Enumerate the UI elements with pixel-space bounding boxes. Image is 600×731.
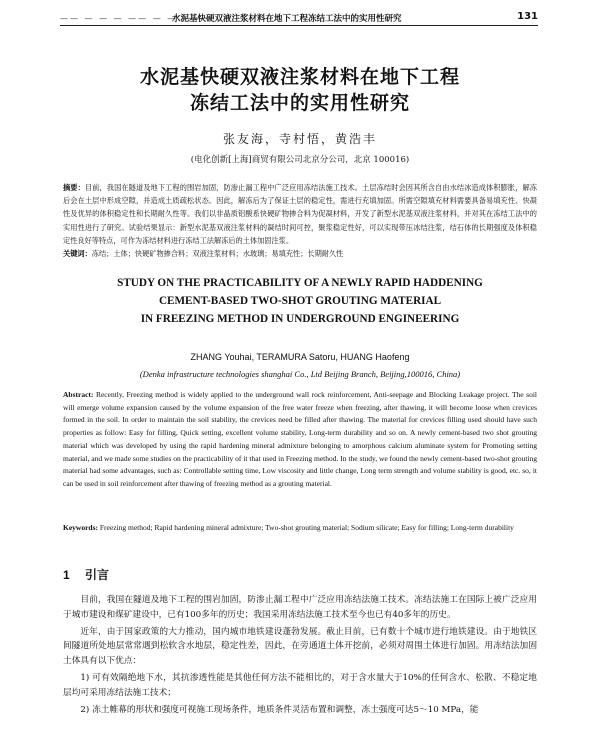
chinese-title-line-1: 水泥基快硬双液注浆材料在地下工程	[139, 66, 460, 88]
english-title-line-2: CEMENT-BASED TWO-SHOT GROUTING MATERIAL	[158, 295, 442, 307]
chinese-keywords-text: 冻结；土体；快硬矿物掺合料；双液注浆材料；水玻璃；易填充性；长期耐久性	[91, 249, 344, 258]
chinese-keywords-label: 关键词：	[63, 249, 92, 258]
english-abstract	[63, 389, 537, 491]
english-keywords-text: Freezing method; Rapid hardening mineral admixture; Two-shot grouting material; Sodium silicate; Easy for filling; Long-term durability	[99, 523, 514, 532]
chinese-affiliation: (电化创新[上海]商贸有限公司北京分公司，北京 100016)	[190, 155, 410, 165]
chinese-abstract-label: 摘要：	[63, 183, 85, 192]
chinese-title-line-2: 冻结工法中的实用性研究	[189, 92, 410, 114]
section-number: 1	[63, 568, 70, 582]
section-title: 引言	[85, 568, 110, 582]
paragraph: 2) 冻土帷幕的形状和强度可视施工现场条件，地质条件灵活布置和调整，冻土强度可达5～10 MPa，能	[80, 704, 479, 715]
paragraph: 近年，由于国家政策的大力推动，国内城市地铁建设蓬勃发展。截止目前，已有数十个城市进行地铁建设。由于地铁区间隧道所处地层常常遇到松软含水地层，稳定性差，因此，在旁通道土体开挖前，必须对周围土体进行加固。用冻结法加固土体具有以下优点：	[63, 626, 537, 666]
running-title: 水泥基快硬双液注浆材料在地下工程冻结工法中的实用性研究	[172, 14, 402, 24]
english-authors: ZHANG Youhai, TERAMURA Satoru, HUANG Haofeng	[190, 352, 410, 362]
english-keywords	[63, 522, 537, 535]
header-dashes: —— — — — —— — — — —	[60, 14, 207, 23]
chinese-authors: 张友海，寺村悟，黄浩丰	[222, 132, 377, 146]
page-number: 131	[517, 11, 538, 22]
chinese-abstract	[63, 181, 537, 247]
running-header	[60, 8, 538, 26]
english-keywords-label: Keywords:	[63, 523, 98, 532]
english-title-line-1: STUDY ON THE PRACTICABILITY OF A NEWLY RAPID HADDENING	[117, 277, 483, 289]
header-rule	[60, 25, 538, 26]
introduction-body	[63, 593, 537, 720]
paragraph: 目前，我国在隧道及地下工程的围岩加固，防渗止漏工程中广泛应用冻结法施工技术。冻结法施工在国际上被广泛应用于城市建设和煤矿建设中，已有100多年的历史；我国采用冻结法施工技术至今也已有40多年的历史。	[63, 595, 537, 620]
english-affiliation: (Denka infrastructure technologies shanghai Co., Ltd Beijing Branch, Beijing,100016, China)	[139, 369, 461, 379]
chinese-abstract-text: 目前，我国在隧道及地下工程的围岩加固，防渗止漏工程中广泛应用冻结法施工技术。土层冻结时会因其所含自由水结冰造成体积膨胀，解冻后会在土层中形成空隙，并造成土质疏松状态。因此，解冻后为了保证土层的稳定性，需进行充填加固。所需空隙填充材料需要具备易填充性、快凝性及优异的体积稳定性和长期耐久性等。我们以非晶质铝酸系快硬矿物掺合料为促凝材料，开发了新型水泥基双液注浆材料，并对其在冻结工法中的实用性进行了研究。试验结果显示：新型水泥基双液注浆材料的凝结时间可控，聚浆稳定性好，可以实现带压冰结注浆，结石体的长期强度及体积稳定性良好等特点，可作为冻结材料进行冻结工法解冻后的土体加固注浆。	[63, 183, 537, 245]
section-heading	[63, 566, 109, 583]
english-abstract-text: Recently, Freezing method is widely applied to the underground wall rock reinforcement, Anti-seepage and Blocking Leakage project. The soil will emerge volume expansion caused by the volume expansion of the free water freeze when freezing, after thawing, it will become loose when crevices formed in the soil. In order to maintain the soil stability, the crevices need be filled after thawing. The material for crevices filling used should have such properties as follow: Easy for filling, Quick setting, excellent volume stability, Long-term durability and so on. A newly cement-based two shot grouting material which was developed by using the rapid hardening mineral admixture belonging to amorphous calcium aluminate system for Promoting setting material, and we made some studies on the practicability of it that used in Freezing method. In the study, we found the newly cement-based two-shot grouting material had some advantages, such as: Controllable setting time, Low viscosity and little change, Long term strength and volume stability is good, etc. so, it can be used in soil reinforcement after thawing of freezing method as a grouting material.	[63, 390, 537, 488]
english-title-line-3: IN FREEZING METHOD IN UNDERGROUND ENGINEERING	[140, 313, 460, 325]
english-abstract-label: Abstract:	[63, 390, 94, 399]
paragraph: 1) 可有效隔绝地下水，其抗渗透性能是其他任何方法不能相比的，对于含水量大于10%的任何含水、松散、不稳定地层均可采用冻结法施工技术；	[63, 672, 537, 698]
chinese-keywords	[63, 248, 537, 260]
